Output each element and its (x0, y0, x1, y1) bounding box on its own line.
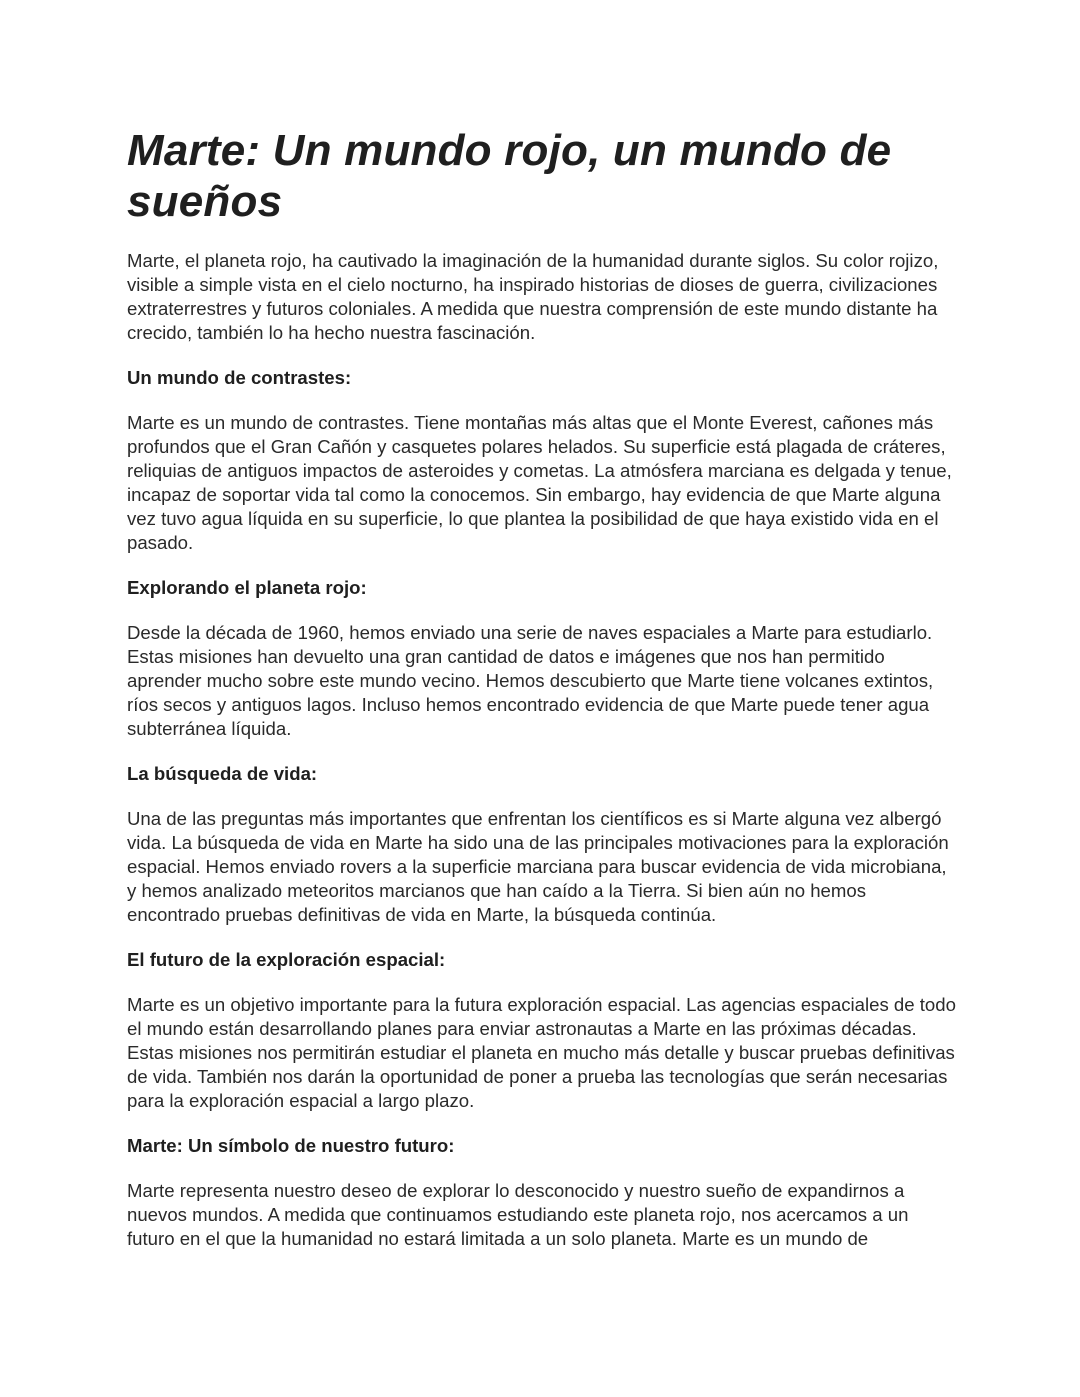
section-heading-explorando: Explorando el planeta rojo: (127, 577, 367, 598)
section-heading-futuro-exploracion: El futuro de la exploración espacial: (127, 949, 446, 970)
section-heading-busqueda-vida: La búsqueda de vida: (127, 763, 318, 784)
document-page (127, 125, 957, 1272)
section-body-futuro-exploracion: Marte es un objetivo importante para la futura exploración espacial. Las agencias espaciales de todo el mundo están desarrollando planes para enviar astronautas a Marte en las próximas décadas. Estas misiones nos permitirán estudiar el planeta en mucho más detalle y buscar pruebas definitivas de vida. También nos darán la oportunidad de poner a prueba las tecnologías que serán necesarias para la exploración espacial a largo plazo. (127, 994, 956, 1111)
section-body-explorando: Desde la década de 1960, hemos enviado una serie de naves espaciales a Marte para estudiarlo. Estas misiones han devuelto una gran cantidad de datos e imágenes que nos han permitido aprender mucho sobre este mundo vecino. Hemos descubierto que Marte tiene volcanes extintos, ríos secos y antiguos lagos. Incluso hemos encontrado evidencia de que Marte puede tener agua subterránea líquida. (127, 622, 934, 739)
section-heading-contrastes: Un mundo de contrastes: (127, 367, 352, 388)
section-body-simbolo-futuro: Marte representa nuestro deseo de explorar lo desconocido y nuestro sueño de expandirnos a nuevos mundos. A medida que continuamos estudiando este planeta rojo, nos acercamos a un futuro en el que la humanidad no estará limitada a un solo planeta. Marte es un mundo de (127, 1180, 909, 1249)
intro-paragraph: Marte, el planeta rojo, ha cautivado la imaginación de la humanidad durante siglos. Su color rojizo, visible a simple vista en el cielo nocturno, ha inspirado historias de dioses de guerra, civilizaciones extraterrestres y futuros coloniales. A medida que nuestra comprensión de este mundo distante ha crecido, también lo ha hecho nuestra fascinación. (127, 250, 939, 343)
section-body-busqueda-vida: Una de las preguntas más importantes que enfrentan los científicos es si Marte alguna vez albergó vida. La búsqueda de vida en Marte ha sido una de las principales motivaciones para la exploración espacial. Hemos enviado rovers a la superficie marciana para buscar evidencia de vida microbiana, y hemos analizado meteoritos marcianos que han caído a la Tierra. Si bien aún no hemos encontrado pruebas definitivas de vida en Marte, la búsqueda continúa. (127, 808, 949, 925)
document-title: Marte: Un mundo rojo, un mundo de sueños (127, 126, 892, 226)
section-body-contrastes: Marte es un mundo de contrastes. Tiene montañas más altas que el Monte Everest, cañones más profundos que el Gran Cañón y casquetes polares helados. Su superficie está plagada de cráteres, reliquias de antiguos impactos de asteroides y cometas. La atmósfera marciana es delgada y tenue, incapaz de soportar vida tal como la conocemos. Sin embargo, hay evidencia de que Marte alguna vez tuvo agua líquida en su superficie, lo que plantea la posibilidad de que haya existido vida en el pasado. (127, 412, 952, 553)
section-heading-simbolo-futuro: Marte: Un símbolo de nuestro futuro: (127, 1135, 455, 1156)
